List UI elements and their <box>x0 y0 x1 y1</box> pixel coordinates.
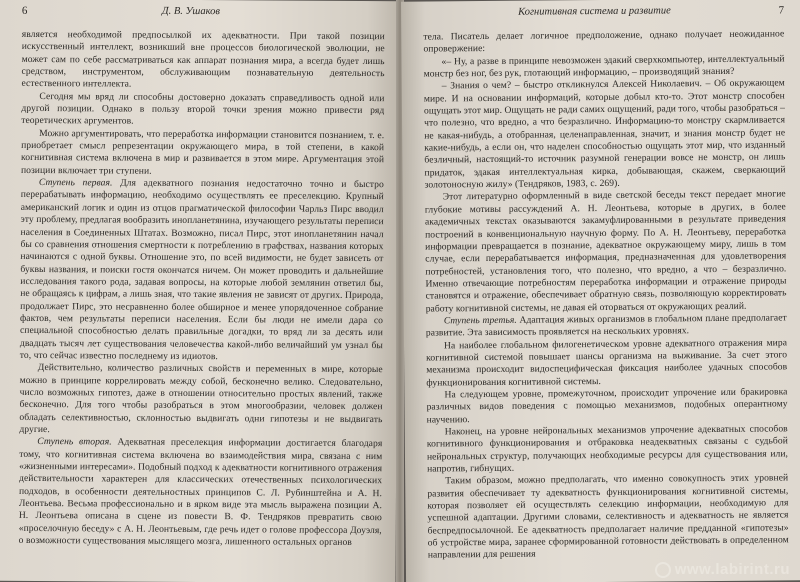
paragraph-text: Действительно, количество различных свойств и переменных в мире, которые можно в принципе коррелировать между собой, бесконечно велико. Следовательно, число возможных гипотез, даже в отношении относительно простых явлений, также бесконечно. Для того чтобы разобраться в этом многообразии, человек должен обладать селективностью, склонностью выдвигать одни гипотезы и не выдвигать другие. <box>19 362 383 436</box>
paragraph <box>21 29 384 93</box>
section-lead: Ступень третья. <box>443 314 517 327</box>
left-running-head <box>22 5 385 25</box>
paragraph-text: Этот литературно оформленный в виде светской беседы текст передает многие глубокие мотивы рассуждений А. Н. Леонтьева, которые в других, в более академичных текстах оказываются закамуфлированными в результате приведения построений в конвенциональную научную форму. По А. Н. Леонтьеву, переработка информации превращается в познание, адекватное окружающему миру, лишь в том случае, если перерабатывается информация, предназначенная для удовлетворения потребностей, установления того, что полезно, что вредно, а что – безразлично. Именно отвечающие потребностям переработка информации и отражение природы становятся и отражение, обеспечивает обратную связь, позволяющую корректировать работу когнитивной системы, не давая ей оторваться от окружающих реалий. <box>424 188 787 315</box>
paragraph <box>20 177 384 364</box>
paragraph <box>426 386 787 426</box>
paragraph <box>427 423 788 476</box>
paragraph-text: Адаптация живых организмов в глобальном плане предполагает развитие. Эта зависимость проявляется на нескольких уровнях. <box>425 312 787 339</box>
paragraph-text: «– Ну, а разве в принципе невозможен эдакий сверхкомпьютер, интеллектуальный монстр без ног, без рук, глотающий информацию, – производящий знания? <box>423 53 785 80</box>
paragraph-text: тела. Писатель делает логичное предположение, однако получает неожиданное опровержение: <box>423 28 785 55</box>
paragraph-text: – Знания о чем? – быстро откликнулся Алексей Николаевич. – Об окружающем мире. И на основании информаций, которые добыл кто-то. Этот монстр способен ощущать этот мир. Ощущать не ради самих ощущений, ради того, чтобы разобраться – что полезно, что вредно, а что безразлично. Информацию-то монстру скармливается не какая-нибудь, а отобранная, целенаправленная, значит, и знания монстр будет не какие-нибудь, а если он, что наделен способностью ощущать этот мир, что изданный безличный, настоящий-то источник разумной генерации вовсе не монстр, он лишь придаток, эдакая интеллектуальная кирка, добывающая, скажем, сверкающий золотоносную жилу» (Тендряков, 1983, с. 269). <box>423 77 786 191</box>
left-running-title: Д. В. Ушаков <box>161 5 220 18</box>
right-running-title: Когнитивная система и развитие <box>518 5 671 18</box>
right-running-head <box>423 4 784 25</box>
paragraph-text: На наиболее глобальном филогенетическом уровне адекватного отражения мира когнитивной системой повышает шансы организма на выживание. За счет этого механизма происходит видоспецифическая фиксация наиболее удачных способов функционирования когнитивной системы. <box>426 336 788 389</box>
paragraph <box>21 91 384 130</box>
paragraph <box>425 189 787 316</box>
section-lead: Ступень первая. <box>38 177 113 189</box>
left-page-number: 6 <box>21 4 28 17</box>
paragraph <box>423 53 784 81</box>
labirint-logo-icon <box>655 562 671 578</box>
section-lead: Ступень вторая. <box>37 436 112 448</box>
right-page-body <box>423 28 789 562</box>
right-page-number: 7 <box>778 4 785 17</box>
paragraph <box>426 312 787 340</box>
paragraph <box>423 28 784 56</box>
paragraph <box>19 436 383 549</box>
paragraph <box>426 337 787 390</box>
paragraph-text: Таким образом, можно предполагать, что именно совокупность этих уровней развития обеспечивает ту адекватность функционирования когнитивной системы, которая позволяет ей осуществлять селекцию информации, необходимую для успешной адаптации. Другими словами, селективность и адекватность не является беспредпосылочной. Ее адекватность предполагает наличие предданной «гипотезы» об устройстве мира, заранее сформированной готовности действовать в определенном направлении для решения <box>427 472 789 561</box>
paragraph-text: является необходимой предпосылкой их адекватности. При такой позиции искусственный интеллект, возникший вне процессов биологической эволюции, не может сам по себе рассматриваться как аппарат познания мира, а всегда будет лишь средством, инструментом, обслуживающим познавательную деятельность естественного интеллекта. <box>21 28 385 90</box>
paragraph-text: Адекватная преселекция информации достигается благодаря тому, что когнитивная система включена во взаимодействия мира, связана с ним «жизненными интересами». Подобный подход к адекватности когнитивного отражения действительности характерен для классических отечественных психологических подходов, в особенности деятельностных принципов С. Л. Рубинштейна и А. Н. Леонтьева. Весьма профессионально и в ярком виде эта мысль выражена позиции А. Н. Леонтьева описана в сцене из повести В. Ф. Тендряков превратить свою «проселочную беседу» с А. Н. Леонтьевым, где речь идет о голове профессора Доуэля, о возможности существования мыслящего мозга, лишенного остальных органов <box>18 436 383 549</box>
left-page <box>0 0 399 582</box>
watermark <box>655 561 790 578</box>
paragraph <box>19 362 382 438</box>
paragraph-text: Для адекватного познания недостаточно точно и быстро перерабатывать информацию, необходимо осуществлять ее преселекцию. Крупный американский логик и один из отцов прагматической философии Чарльз Пирс вводил эту проблему, предлагая вообразить инопланетянина, изучающего результаты переписи населения в Соединенных Штатах. Возможно, писал Пирс, этот инопланетянин начал бы со сравнения отношения смертности к потреблению в графствах, названия которых начинаются с одной буквы. Отношение это, по всей видимости, не будет зависеть от буквы названия, и поиски гостя окончатся ничем. Он может проводить и дальнейшие исследования такого рода, задавая вопросы, на которые любой землянин ответил бы, не обращаясь к цифрам, а лишь зная, что такие явления не зависят от других. Природа, продолжает Пирс, это несравненно более обширное и менее упорядоченное собрание фактов, чем результаты переписи населения. Если бы люди не имели дара со специальной способностью делать правильные догадки, то вряд ли за десять или двадцать тысяч лет существования человечества какой-либо величайший ум узнал бы то, что сейчас известно последнему из идиотов. <box>19 177 384 363</box>
paragraph <box>21 128 384 180</box>
paragraph-text: Можно аргументировать, что переработка информации становится познанием, т. е. приобретает смысл репрезентации окружающего мира, в той степени, в какой когнитивная система включена в мир и развивается в этом мире. Аргументация этой позиции включает три ступени. <box>20 127 385 177</box>
paragraph-text: Сегодня мы вряд ли способны достоверно доказать справедливость одной или другой позиции. Однако в пользу второй точки зрения можно привести ряд теоретических аргументов. <box>21 90 385 128</box>
paragraph <box>427 473 789 563</box>
paragraph <box>424 78 786 192</box>
paragraph-text: Наконец, на уровне нейрональных механизмов упрочение адекватных способов когнитивного функционирования и отбраковка неадекватных связаны с судьбой нейрональных структур, получающих необходимые ресурсы для существования или, напротив, гибнущих. <box>426 423 789 475</box>
watermark-text: www.labirint.ru <box>674 560 790 578</box>
left-page-body <box>19 29 385 550</box>
paragraph-text: На следующем уровне, промежуточном, происходит упрочение или бракировка различных видов поведения с помощью механизмов, подобных оперантному научению. <box>426 386 788 426</box>
right-page <box>401 0 800 582</box>
